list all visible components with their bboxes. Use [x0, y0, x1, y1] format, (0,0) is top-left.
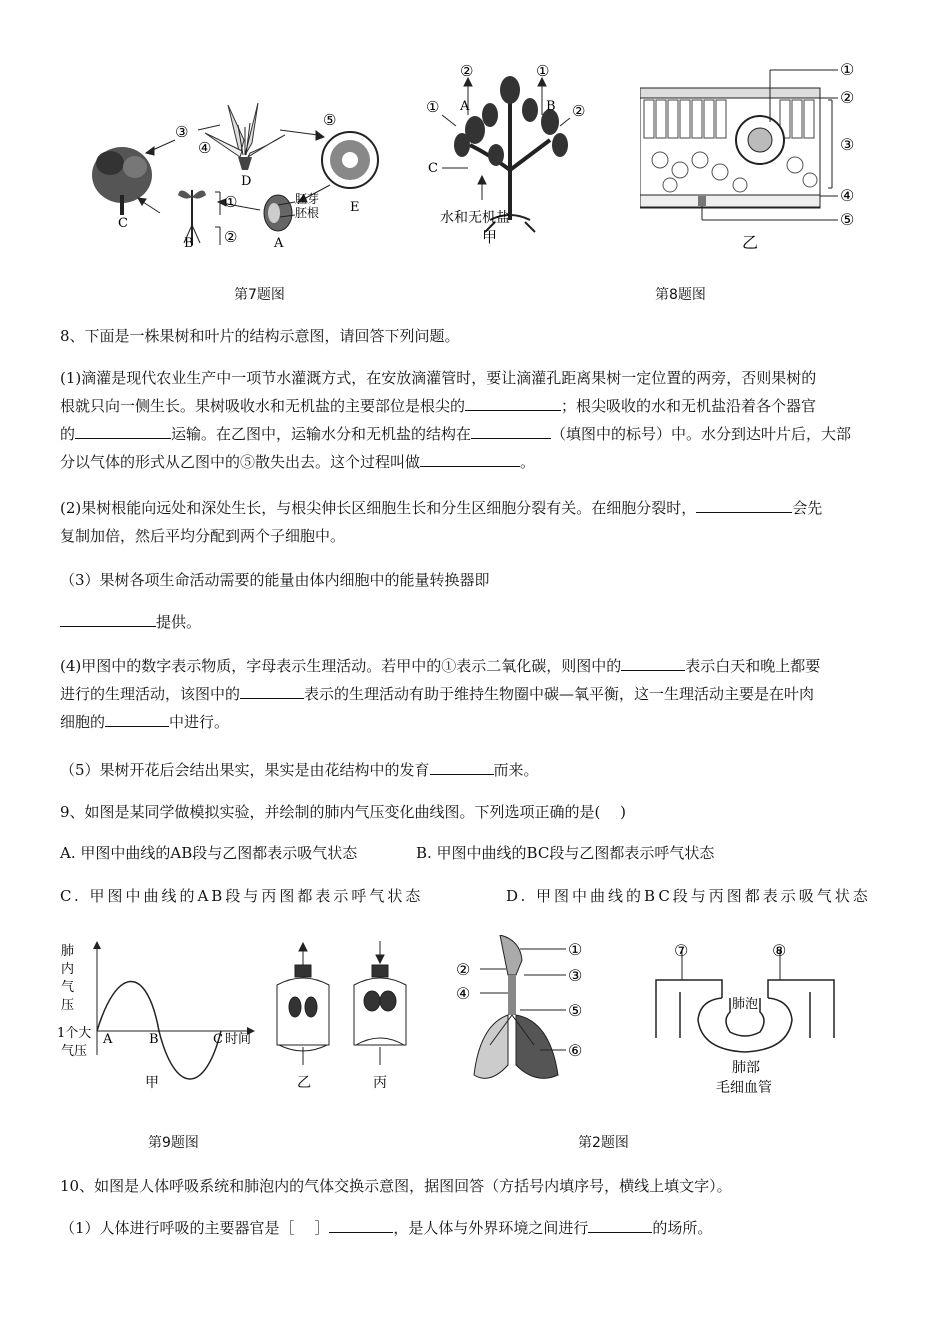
respiratory-system-illustration — [474, 935, 558, 1078]
y-axis-label-1: 肺 — [61, 944, 75, 959]
point-B: B — [149, 1032, 159, 1047]
q9-option-b[interactable]: B. 甲图中曲线的BC段与乙图都表示呼气状态 — [416, 844, 715, 862]
answer-blank[interactable] — [471, 422, 551, 439]
jar-name-bing: 丙 — [373, 1075, 387, 1091]
alv-label-7: ⑦ — [674, 941, 689, 960]
q8-p1-line4: 分以气体的形式从乙图中的⑤散失出去。这个过程叫做 。 — [60, 448, 892, 476]
figure-8-jia — [420, 60, 610, 250]
jia-name: 甲 — [482, 228, 498, 246]
leaf-cross-section — [640, 88, 820, 208]
label-plumule: 胚芽 — [295, 192, 320, 206]
answer-blank[interactable] — [430, 758, 494, 775]
jia-label-2-right: ② — [572, 102, 586, 120]
q8-part4 — [60, 652, 892, 736]
yi-label-5: ⑤ — [840, 210, 855, 229]
q8-p3-line2: 提供。 — [60, 608, 892, 636]
yi-label-3: ③ — [840, 135, 855, 154]
jia-label-1-right: ① — [536, 62, 550, 80]
label-1: ① — [224, 193, 238, 211]
alveolus-illustration — [656, 980, 834, 1052]
figure-9 — [55, 935, 425, 1095]
alv-label-8: ⑧ — [772, 941, 787, 960]
label-A: A — [274, 236, 284, 251]
q8-part5: （5）果树开花后会结出果实，果实是由花结构中的发育 而来。 — [60, 756, 892, 784]
q8-p2-line1: (2)果树根能向远处和深处生长，与根尖伸长区细胞生长和分生区细胞分裂有关。在细胞分裂时， 会先 — [60, 494, 892, 522]
yi-name: 乙 — [742, 233, 759, 252]
q8-p3-line1: （3）果树各项生命活动需要的能量由体内细胞中的能量转换器即 — [60, 571, 490, 589]
label-4: ④ — [198, 139, 212, 157]
figure-2-caption: 第2题图 — [578, 1135, 629, 1151]
figure-7-caption: 第7题图 — [234, 287, 285, 303]
jar-name-yi: 乙 — [297, 1075, 311, 1091]
fruit-cross-section — [322, 132, 378, 188]
label-5: ⑤ — [323, 111, 337, 129]
jia-label-1-left: ① — [426, 98, 440, 116]
resp-label-2: ② — [456, 960, 471, 979]
q8-p4-line2: 进行的生理活动，该图中的 表示的生理活动有助于维持生物圈中碳—氧平衡，这一生理活动主要是在叶肉 — [60, 680, 892, 708]
y-axis-label-2: 内 — [61, 962, 75, 977]
baseline-label-a: 1个大 — [57, 1026, 92, 1041]
answer-blank[interactable] — [621, 654, 685, 671]
jia-label-A: A — [460, 99, 470, 114]
bell-jar-inhale — [277, 943, 329, 1065]
label-C: C — [118, 216, 128, 231]
point-A: A — [103, 1032, 113, 1047]
q8-p1-line1: (1)滴灌是现代农业生产中一项节水灌溉方式，在安放滴灌管时，要让滴灌孔距离果树一定位置的两旁，否则果树的 — [60, 369, 817, 387]
answer-blank[interactable] — [75, 422, 171, 439]
q8-title: 8、下面是一株果树和叶片的结构示意图，请回答下列问题。 — [60, 327, 460, 345]
jia-label-B: B — [546, 99, 556, 114]
answer-blank[interactable] — [420, 450, 520, 467]
q9-title: 9、如图是某同学做模拟实验，并绘制的肺内气压变化曲线图。下列选项正确的是( ) — [60, 803, 627, 821]
jia-label-C: C — [428, 161, 438, 176]
baseline-label-b: 气压 — [61, 1044, 88, 1059]
q9-option-a[interactable]: A. 甲图中曲线的AB段与乙图都表示吸气状态 — [60, 844, 358, 862]
point-C: C — [213, 1032, 223, 1047]
resp-label-1: ① — [568, 940, 583, 959]
jia-label-2-left: ② — [460, 62, 474, 80]
resp-label-5: ⑤ — [568, 1001, 583, 1020]
answer-blank[interactable] — [60, 610, 156, 627]
bell-jar-exhale — [354, 941, 406, 1065]
answer-blank[interactable] — [329, 1216, 393, 1233]
figure-2-respiratory — [450, 935, 630, 1095]
figure-8-caption: 第8题图 — [655, 287, 706, 303]
q9-option-c[interactable]: C. 甲图中曲线的AB段与丙图都表示呼气状态 — [60, 887, 424, 905]
label-2: ② — [224, 228, 238, 246]
y-axis-label-4: 压 — [61, 998, 75, 1013]
capillary-label-a: 肺部 — [732, 1060, 760, 1076]
resp-label-4: ④ — [456, 984, 471, 1003]
pressure-graph — [93, 941, 255, 1079]
label-E: E — [350, 200, 360, 215]
answer-blank[interactable] — [696, 496, 792, 513]
process-arrows — [138, 125, 330, 245]
answer-blank[interactable] — [240, 682, 304, 699]
seed-illustration — [264, 195, 292, 231]
label-B: B — [184, 236, 194, 251]
graph-name-jia: 甲 — [145, 1075, 159, 1091]
q8-part1 — [60, 364, 892, 476]
resp-label-3: ③ — [568, 966, 583, 985]
q9-option-d[interactable]: D. 甲图中曲线的BC段与丙图都表示吸气状态 — [506, 887, 871, 905]
q8-part2 — [60, 494, 892, 550]
q8-p1-line2: 根就只向一侧生长。果树吸收水和无机盐的主要部位是根尖的 ；根尖吸收的水和无机盐沿着各个器官 — [60, 392, 892, 420]
q10-title: 10、如图是人体呼吸系统和肺泡内的气体交换示意图，据图回答（方括号内填序号，横线上填文字）。 — [60, 1177, 732, 1195]
q8-p4-line1: (4)甲图中的数字表示物质，字母表示生理活动。若甲中的①表示二氧化碳，则图中的 表示白天和晚上都要 — [60, 652, 892, 680]
yi-label-1: ① — [840, 60, 855, 79]
q10-part1: （1）人体进行呼吸的主要器官是［ ］ ，是人体与外界环境之间进行 的场所。 — [60, 1214, 892, 1242]
figure-7 — [80, 85, 380, 255]
tree-illustration — [92, 147, 152, 215]
answer-blank[interactable] — [588, 1216, 652, 1233]
yi-label-4: ④ — [840, 186, 855, 205]
figure-9-caption: 第9题图 — [148, 1135, 199, 1151]
jia-water-label: 水和无机盐 — [440, 210, 510, 226]
q8-p4-line3: 细胞的 中进行。 — [60, 708, 892, 736]
figure-8-yi — [640, 60, 870, 255]
x-axis-label: 时间 — [225, 1032, 252, 1047]
answer-blank[interactable] — [105, 710, 169, 727]
q8-part3 — [60, 566, 892, 636]
capillary-label-b: 毛细血管 — [716, 1080, 772, 1096]
figure-2-alveolus — [650, 940, 840, 1100]
alveolus-label: 肺泡 — [732, 997, 759, 1012]
yi-label-2: ② — [840, 88, 855, 107]
label-radicle: 胚根 — [295, 206, 320, 220]
answer-blank[interactable] — [465, 394, 561, 411]
y-axis-label-3: 气 — [61, 980, 75, 995]
label-3: ③ — [175, 123, 189, 141]
resp-label-6: ⑥ — [568, 1041, 583, 1060]
label-D: D — [241, 174, 252, 189]
q8-p2-line2: 复制加倍，然后平均分配到两个子细胞中。 — [60, 527, 346, 545]
flower-illustration — [205, 103, 285, 170]
q8-p1-line3: 的 运输。在乙图中，运输水分和无机盐的结构在 （填图中的标号）中。水分到达叶片后，大部 — [60, 420, 892, 448]
